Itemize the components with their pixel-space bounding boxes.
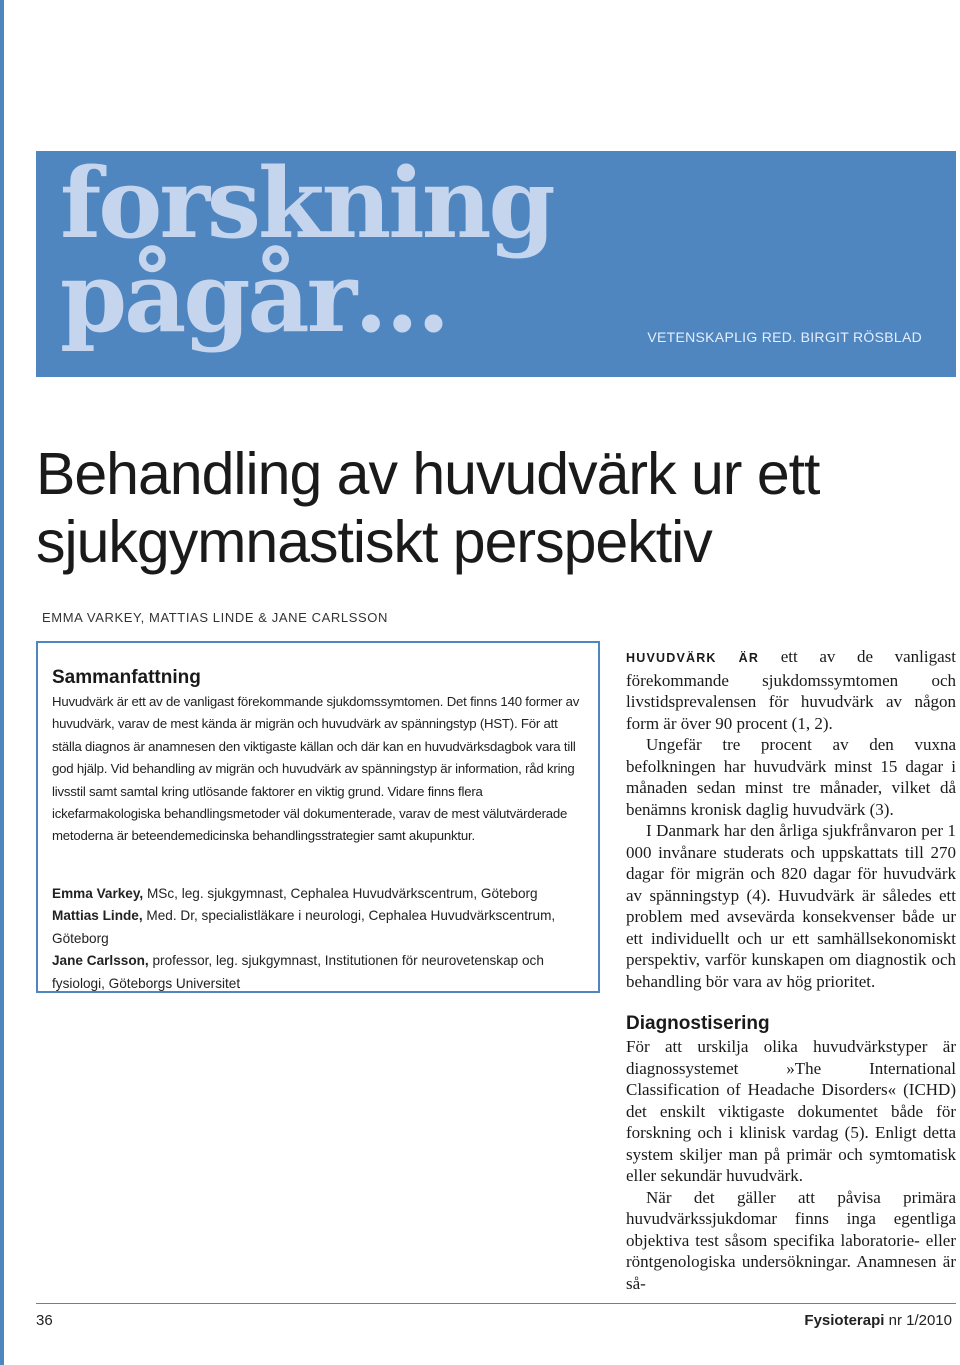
article-title-line-1: Behandling av huvudvärk ur ett (36, 441, 820, 507)
affiliation-name: Mattias Linde, (52, 908, 143, 924)
article-authors: EMMA VARKEY, MATTIAS LINDE & JANE CARLSSON (42, 610, 388, 625)
summary-box (36, 641, 600, 993)
affiliation-name: Emma Varkey, (52, 886, 144, 901)
affiliation-detail: professor, leg. sjukgymnast, Institutionen för neurovetenskap och fysiologi, Göteborgs Universitet (52, 953, 544, 991)
affiliation-detail: MSc, leg. sjukgymnast, Cephalea Huvudvärkscentrum, Göteborg (143, 886, 538, 901)
affiliation-item (52, 905, 582, 950)
section-title-line-2: pågår… (60, 241, 448, 354)
body-paragraph: För att urskilja olika huvudvärkstyper är diagnossystemet »The International Classification of Headache Disorders« (ICHD) det enskilt viktigaste dokumentet både för forskning och i klinisk vardag (5). Enligt detta system skiljer man på primär och symtomatisk eller sekundär huvudvärk. (626, 1037, 956, 1185)
body-paragraph (626, 646, 956, 734)
body-column (626, 646, 956, 1294)
body-paragraph: I Danmark har den årliga sjukfrånvaron per 1 000 invånare studerats och uppskattats till 270 dagar för migrän och 820 dagar för huvudvärk av spänningstyp (4). Huvudvärk är således ett problem med avsevärda konsekvenser både ur ett individuellt och ur ett samhällsekonomiskt perspektiv, varför kunskapen om diagnostik och behandling bör vara av hög prioritet. (626, 821, 956, 991)
section-banner (36, 147, 956, 377)
summary-text: Huvudvärk är ett av de vanligast förekommande sjukdomssymtomen. Det finns 140 former av huvudvärk, varav de mest kända är migrän och huvudvärk av spänningstyp (HST). För att ställa diagnos är anamnesen den viktigaste källan och där kan en huvudvärksdagbok vara till god hjälp. Vid behandling av migrän och huvudvärk av spänningstyp är information, råd kring livsstil samt samtal kring utlösande faktorer en viktig grund. Vidare finns flera ickefarmakologiska behandlingsmetoder väl dokumenterade, varav de mest välutvärderade metoderna är beteendemedicinska behandlingsstrategier samt akupunktur. (52, 694, 580, 844)
page-number: 36 (36, 1312, 53, 1329)
magazine-issue: nr 1/2010 (884, 1312, 952, 1329)
section-editor: VETENSKAPLIG RED. BIRGIT RÖSBLAD (647, 329, 922, 345)
left-edge-rule (0, 0, 4, 1365)
affiliation-detail: Med. Dr, specialistläkare i neurologi, Cephalea Huvudvärkscentrum, Göteborg (52, 908, 556, 946)
body-paragraph: När det gäller att påvisa primära huvudvärkssjukdomar finns inga egentliga objektiva test såsom specifika laboratorie- eller röntgenologiska undersökningar. Anamnesen är så- (626, 1187, 956, 1293)
body-paragraph: Ungefär tre procent av den vuxna befolkningen har huvudvärk minst 15 dagar i månaden sedan minst tre månader, vilket då benämns kronisk daglig huvudvärk (3). (626, 735, 956, 819)
summary-heading: Sammanfattning (52, 667, 201, 688)
article-title (36, 440, 956, 576)
affiliation-name: Jane Carlsson, (52, 953, 149, 969)
footer-rule (36, 1303, 956, 1304)
author-affiliations (52, 883, 582, 995)
subheading-diagnostisering: Diagnostisering (626, 1013, 770, 1034)
section-title (60, 147, 553, 354)
magazine-name: Fysioterapi (804, 1312, 885, 1329)
section-title-line-1: forskning (60, 147, 553, 260)
lead-in: HUVUDVÄRK ÄR (626, 651, 760, 665)
affiliation-item (52, 883, 582, 905)
footer-magazine (804, 1312, 952, 1329)
article-title-line-2: sjukgymnastiskt perspektiv (36, 509, 712, 575)
affiliation-item (52, 950, 582, 995)
body-paragraph-text: ett av de vanligast förekommande sjukdomssymtomen och livstidsprevalensen för huvudvärk av någon form är över 90 procent (1, 2). (626, 647, 956, 733)
